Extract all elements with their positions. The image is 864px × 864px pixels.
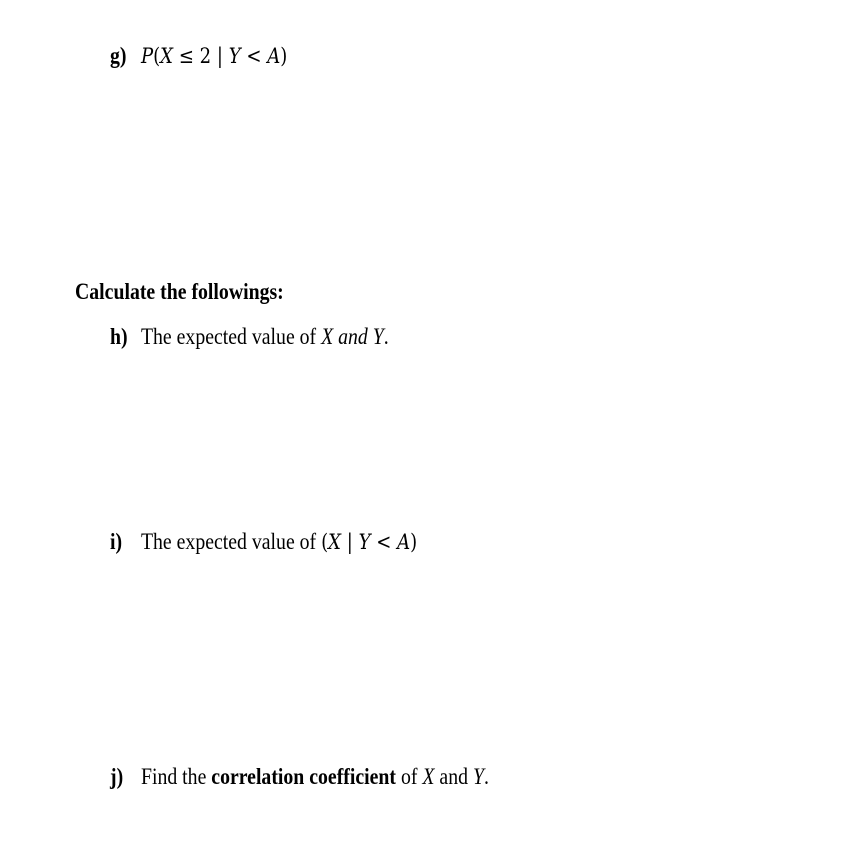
item-g-expr-X: X bbox=[160, 44, 174, 68]
item-j-word-and: and bbox=[434, 764, 473, 789]
item-j bbox=[110, 763, 489, 791]
item-i-expr-A: A bbox=[397, 530, 411, 554]
item-i bbox=[110, 528, 417, 556]
item-g-expr-le: ≤ 2 | bbox=[173, 44, 229, 68]
item-h-var-Y: Y bbox=[372, 324, 384, 349]
item-g-label: g) bbox=[110, 43, 127, 68]
section-heading: Calculate the followings: bbox=[75, 279, 284, 304]
item-i-text-prefix: The expected value of bbox=[140, 529, 322, 554]
item-h-word-and: and bbox=[333, 324, 373, 349]
item-g-expr-A: A bbox=[267, 44, 281, 68]
item-g bbox=[110, 42, 287, 70]
item-g-expr-Y: Y bbox=[228, 44, 241, 68]
item-i-label: i) bbox=[110, 529, 123, 554]
item-j-label: j) bbox=[110, 764, 124, 789]
item-g-expr-lt: < bbox=[240, 44, 268, 68]
item-i-expr-bar: | bbox=[341, 530, 359, 554]
item-j-suffix: . bbox=[483, 764, 489, 789]
item-i-expr-lt: < bbox=[370, 530, 398, 554]
item-j-var-X: X bbox=[422, 764, 435, 789]
item-h-suffix: . bbox=[383, 324, 389, 349]
item-i-expr-open: ( bbox=[321, 530, 329, 554]
item-j-var-Y: Y bbox=[472, 764, 484, 789]
item-i-expression bbox=[321, 530, 417, 554]
item-h-label: h) bbox=[110, 324, 128, 349]
item-g-expression bbox=[141, 44, 287, 68]
item-h bbox=[110, 323, 389, 351]
item-j-bold-term: correlation coefficient bbox=[211, 764, 397, 789]
item-g-expr-P: P bbox=[140, 44, 154, 68]
item-h-var-X: X bbox=[321, 324, 334, 349]
item-j-text-mid: of bbox=[396, 764, 423, 789]
item-h-text-prefix: The expected value of bbox=[140, 324, 322, 349]
item-i-expr-X: X bbox=[328, 530, 342, 554]
item-g-expr-close: ) bbox=[280, 44, 288, 68]
item-i-expr-Y: Y bbox=[358, 530, 371, 554]
item-g-expr-open: ( bbox=[153, 44, 161, 68]
item-j-text-prefix: Find the bbox=[140, 764, 212, 789]
item-i-expr-close: ) bbox=[410, 530, 418, 554]
